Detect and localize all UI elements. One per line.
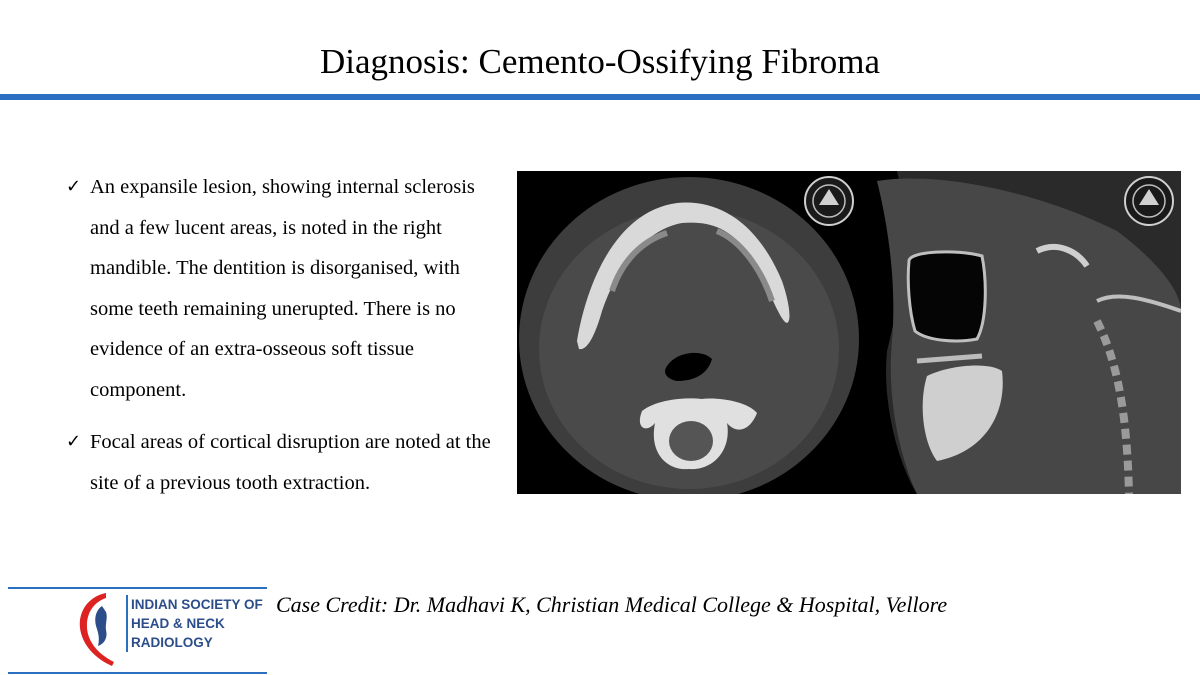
case-credit: Case Credit: Dr. Madhavi K, Christian Medical College & Hospital, Vellore bbox=[276, 592, 948, 617]
head-silhouette-icon bbox=[72, 588, 126, 668]
checkmark-icon: ✓ bbox=[66, 431, 82, 452]
bullet-item bbox=[66, 422, 506, 503]
bullet-list bbox=[66, 167, 506, 503]
ct-image-panels bbox=[517, 171, 1181, 494]
checkmark-icon: ✓ bbox=[66, 176, 82, 197]
bullet-item bbox=[66, 167, 506, 410]
bullet-text: Focal areas of cortical disruption are noted at the site of a previous tooth extraction. bbox=[90, 431, 491, 494]
ct-images bbox=[517, 171, 1181, 494]
society-name bbox=[126, 595, 263, 652]
title-divider bbox=[0, 94, 1200, 100]
society-name-line: HEAD & NECK bbox=[131, 616, 225, 631]
society-name-line: RADIOLOGY bbox=[131, 635, 213, 650]
footer-line-bottom bbox=[8, 672, 267, 674]
slide-title: Diagnosis: Cemento-Ossifying Fibroma bbox=[320, 42, 880, 81]
bullet-text: An expansile lesion, showing internal sclerosis and a few lucent areas, is noted in the right mandible. The dentition is disorganised, with some teeth remaining unerupted. There is no evidence of an extra-osseous soft tissue component. bbox=[90, 176, 475, 401]
axial-ct-image bbox=[517, 171, 859, 494]
society-name-line: INDIAN SOCIETY OF bbox=[131, 597, 263, 612]
sagittal-ct-image bbox=[859, 171, 1181, 494]
